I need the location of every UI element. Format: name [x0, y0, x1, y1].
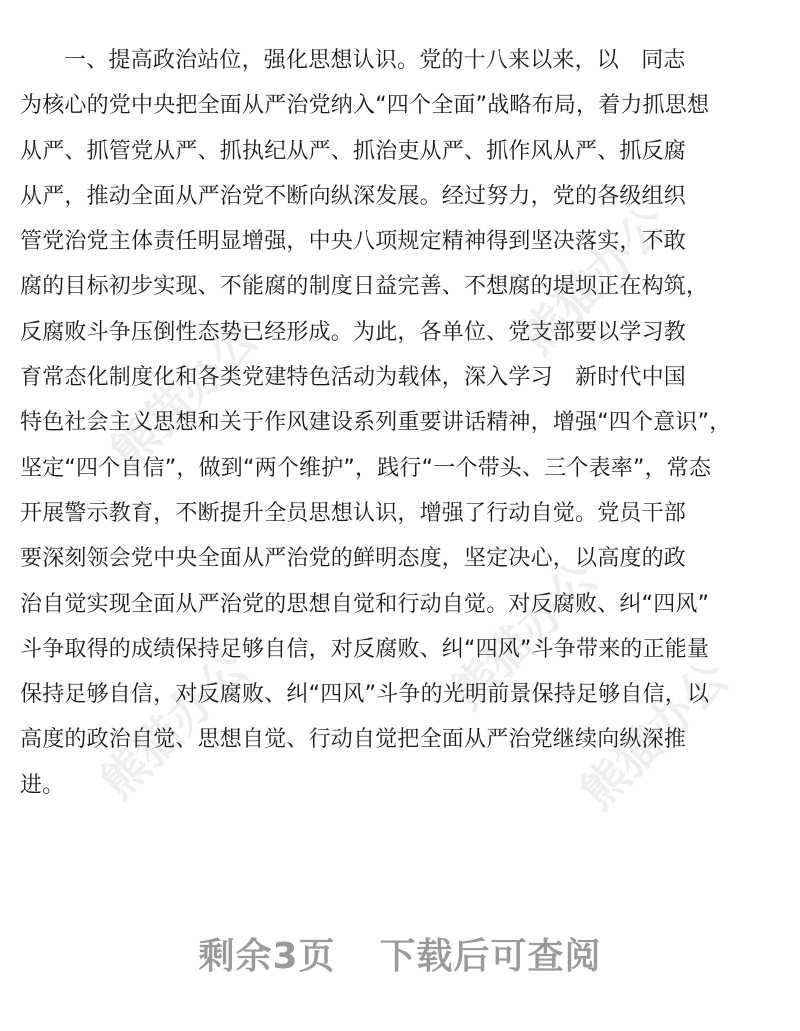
paragraph-line: 一、提高政治站位，强化思想认识。党的十八来以来，以 同志 — [64, 48, 686, 73]
download-hint-label: 下载后可查阅 — [379, 936, 602, 977]
body-paragraph — [20, 38, 780, 808]
paragraph-line: 要深刻领会党中央全面从严治党的鲜明态度，坚定决心，以高度的政 — [20, 546, 687, 572]
watermark: 熊猫办公 — [569, 650, 739, 820]
paragraph-line: 从严、抓管党从严、抓执纪从严、抓治吏从严、抓作风从严、抓反腐 — [20, 138, 687, 164]
paragraph-line: 治自觉实现全面从严治党的思想自觉和行动自觉。对反腐败、纠“四风” — [20, 591, 710, 617]
remaining-pages-label: 剩余3页 — [198, 936, 336, 977]
watermark: 熊猫办公 — [99, 310, 269, 480]
watermark: 熊猫办公 — [509, 195, 679, 365]
paragraph-line: 腐的目标初步实现、不能腐的制度日益完善、不想腐的堤坝正在构筑， — [20, 274, 709, 300]
paragraph-line: 特色社会主义思想和关于作风建设系列重要讲话精神，增强“四个意识”， — [20, 410, 732, 436]
paragraph-line: 斗争取得的成绩保持足够自信，对反腐败、纠“四风”斗争带来的正能量 — [20, 636, 710, 662]
paragraph-line: 育常态化制度化和各类党建特色活动为载体，深入学习 新时代中国 — [20, 365, 687, 391]
watermark: 熊猫办公 — [89, 640, 259, 810]
paragraph-line: 进。 — [20, 772, 65, 798]
download-prompt[interactable] — [0, 928, 800, 979]
paragraph-line: 反腐败斗争压倒性态势已经形成。为此，各单位、党支部要以学习教 — [20, 319, 687, 345]
paragraph-line: 管党治党主体责任明显增强，中央八项规定精神得到坚决落实，不敢 — [20, 229, 687, 255]
paragraph-line: 高度的政治自觉、思想自觉、行动自觉把全面从严治党继续向纵深推 — [20, 727, 687, 753]
paragraph-line: 开展警示教育，不断提升全员思想认识，增强了行动自觉。党员干部 — [20, 500, 687, 526]
paragraph-line: 从严，推动全面从严治党不断向纵深发展。经过努力，党的各级组织 — [20, 183, 687, 209]
paragraph-line: 坚定“四个自信”，做到“两个维护”，践行“一个带头、三个表率”，常态 — [20, 455, 712, 481]
watermark: 熊猫办公 — [439, 550, 609, 720]
paragraph-line: 保持足够自信，对反腐败、纠“四风”斗争的光明前景保持足够自信，以 — [20, 682, 710, 708]
paragraph-line: 为核心的党中央把全面从严治党纳入“四个全面”战略布局，着力抓思想 — [20, 93, 710, 119]
